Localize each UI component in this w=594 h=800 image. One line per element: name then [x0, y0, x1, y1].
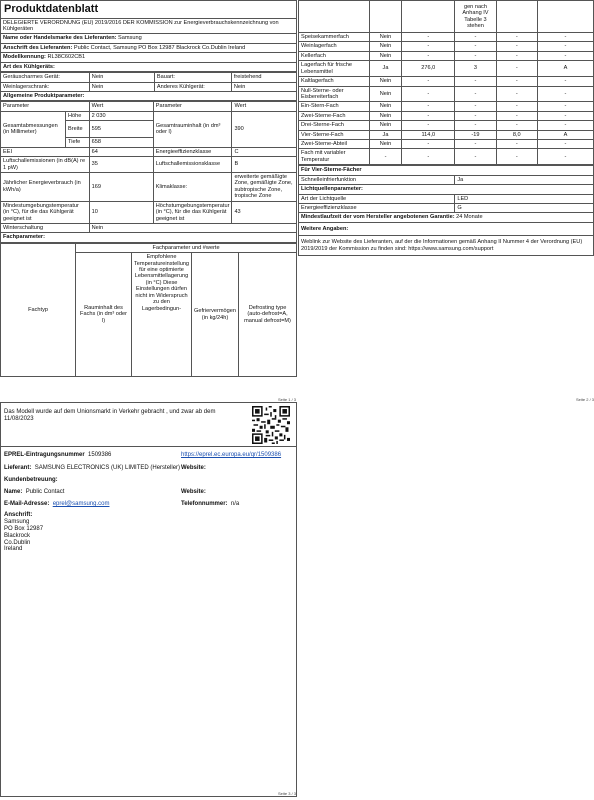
compartment-defrost: -: [537, 149, 593, 165]
param-row: [1, 201, 297, 223]
hoehe-label: Höhe: [66, 111, 90, 120]
hoehe-value: 2 030: [89, 111, 153, 120]
compartment-has: Ja: [369, 61, 401, 77]
compartment-has: Nein: [369, 111, 401, 120]
param-value: 35: [89, 157, 153, 173]
param-value: 64: [89, 147, 153, 156]
compartment-row: [299, 42, 594, 51]
param-name: Klimaklasse:: [153, 172, 232, 201]
device-value: Nein: [89, 73, 154, 82]
compartment-name: Ein-Stern-Fach: [299, 102, 370, 111]
compartment-freeze: -: [496, 111, 537, 120]
name-label: Name:: [4, 489, 23, 495]
compartment-volume: 114,0: [402, 130, 455, 139]
light-label: Lichtquellenparameter:: [299, 185, 594, 194]
device-value: Nein: [231, 82, 296, 91]
compartment-defrost: -: [537, 86, 593, 102]
compartment-volume: -: [402, 111, 455, 120]
device-value: Nein: [89, 82, 154, 91]
compartment-name: Weinlagerfach: [299, 42, 370, 51]
lieferant-row: [4, 465, 180, 472]
param-value: erweiterte gemäßigte Zone, gemäßigte Zone, subtropische Zone, tropische Zone: [232, 172, 297, 201]
compartment-has: Nein: [369, 121, 401, 130]
header-parameter: Parameter: [153, 102, 232, 111]
compartment-temp: -: [455, 111, 496, 120]
compartment-temp: -: [455, 51, 496, 60]
param-name: Jährlicher Energieverbrauch (in kWh/a): [1, 172, 90, 201]
model-row: [1, 53, 297, 62]
compartment-name: Lagerfach für frische Lebensmittel: [299, 61, 370, 77]
device-param: Geräuscharmes Gerät:: [1, 73, 90, 82]
param-name: Höchstumgebungstemperatur (in °C), für die das Kühlgerät geeignet ist: [153, 201, 232, 223]
compartment-defrost: -: [537, 51, 593, 60]
compartment-freeze: -: [496, 51, 537, 60]
compartment-volume: -: [402, 149, 455, 165]
compartment-name: Drei-Sterne-Fach: [299, 121, 370, 130]
compartment-freeze: -: [496, 149, 537, 165]
winter-value: Nein: [89, 223, 296, 232]
compartment-has: Nein: [369, 140, 401, 149]
compartment-defrost: -: [537, 102, 593, 111]
tiefe-label: Tiefe: [66, 138, 90, 147]
tel-label: Telefonnummer:: [181, 501, 228, 507]
compartment-has: Nein: [369, 51, 401, 60]
anschrift-line: Co.Dublin: [4, 539, 31, 546]
regulation-text: DELEGIERTE VERORDNUNG (EU) 2019/2016 DER KOMMISSION zur Energieverbrauchskennzeichnung von Kühlgeräten: [1, 18, 297, 34]
header-wert: Wert: [89, 102, 153, 111]
param-name: Mindestumgebungstemperatur (in °C), für die das Kühlgerät geeignet ist: [1, 201, 90, 223]
compartment-row: [299, 33, 594, 42]
compartment-name: Kellerfach: [299, 51, 370, 60]
compartment-temp: -: [455, 102, 496, 111]
param-row: [1, 147, 297, 156]
anschrift-line: Samsung: [4, 518, 30, 525]
header-parameter: Parameter: [1, 102, 90, 111]
page-1: [0, 0, 297, 377]
device-row: [1, 73, 297, 82]
guarantee-label: Mindestlaufzeit der vom Hersteller angebotenen Garantie:: [301, 214, 455, 221]
guarantee-value: 24 Monate: [456, 214, 483, 221]
param-name: EEI: [1, 147, 90, 156]
compartment-volume: -: [402, 51, 455, 60]
model-value: RL38C602CB1: [47, 54, 86, 61]
compartment-name: Zwei-Sterne-Fach: [299, 111, 370, 120]
winter-label: Winterschaltung: [1, 223, 90, 232]
anschrift-block: [4, 512, 43, 553]
compartment-temp: -: [455, 77, 496, 86]
compartment-freeze: -: [496, 33, 537, 42]
eprel-row: [4, 452, 111, 459]
name-row: [4, 489, 64, 496]
compartment-row: [299, 121, 594, 130]
gefrier-header: Gefriervermögen (in kg/24h): [192, 253, 239, 377]
rauminhalt-header: Rauminhalt des Fachs (in dm³ oder l): [76, 253, 132, 377]
compartment-defrost: -: [537, 33, 593, 42]
compartment-freeze: -: [496, 77, 537, 86]
eprel-link-row: [181, 452, 281, 459]
market-text: Das Modell wurde auf dem Unionsmarkt in Verkehr gebracht , und zwar ab dem 11/08/2023: [4, 409, 216, 422]
param-row: [1, 157, 297, 173]
volume-label: Gesamtrauminhalt (in dm³ oder l): [153, 111, 232, 147]
temp-header-continued: gen nach Anhang IV Tabelle 3 stehen: [455, 1, 496, 33]
compartment-volume: -: [402, 77, 455, 86]
compartment-temp: -: [455, 33, 496, 42]
param-value: 169: [89, 172, 153, 201]
breite-label: Breite: [66, 121, 90, 138]
compartment-freeze: -: [496, 140, 537, 149]
compartment-row: [299, 86, 594, 102]
compartment-freeze: -: [496, 86, 537, 102]
compartment-name: Fach mit variabler Temperatur: [299, 149, 370, 165]
compartment-defrost: A: [537, 61, 593, 77]
compartment-defrost: -: [537, 121, 593, 130]
compartment-freeze: -: [496, 102, 537, 111]
compartment-volume: -: [402, 140, 455, 149]
page-number-1: Seite 1 / 3: [278, 397, 297, 402]
type-label: Art des Kühlgeräts:: [1, 62, 297, 71]
compartment-defrost: -: [537, 111, 593, 120]
param-value: 43: [232, 201, 297, 223]
anschrift-line: Ireland: [4, 546, 23, 553]
compartment-row: [299, 149, 594, 165]
fach-group-header: Fachparameter und #werte: [76, 243, 297, 252]
eprel-label: EPREL-Eintragungsnummer: [4, 452, 85, 458]
fachtyp-header: Fachtyp: [1, 243, 76, 376]
param-name: Luftschallemissionsklasse: [153, 157, 232, 173]
param-value: C: [232, 147, 297, 156]
temp-header: Empfohlene Temperatureinstellung für eine optimierte Lebensmittellagerung (in °C) Diese Einstellungen dürfen nicht im Widerspruch zu den Lagerbedingun-: [132, 253, 192, 377]
params-header-row: [1, 102, 297, 111]
compartment-has: Ja: [369, 130, 401, 139]
compartment-has: Nein: [369, 77, 401, 86]
device-param: Weinlagerschrank:: [1, 82, 90, 91]
compartment-row: [299, 102, 594, 111]
compartment-volume: -: [402, 33, 455, 42]
address-row: [1, 43, 297, 52]
lieferant-label: Lieferant:: [4, 465, 32, 471]
compartment-temp: -: [455, 149, 496, 165]
qr-code-icon[interactable]: [252, 406, 290, 444]
compartment-name: Speisekammerfach: [299, 33, 370, 42]
address-value: Public Contact, Samsung PO Box 12987 Blackrock Co.Dublin Ireland: [73, 44, 246, 51]
compartment-defrost: A: [537, 130, 593, 139]
winter-row: [1, 223, 297, 232]
lieferant-value: SAMSUNG ELECTRONICS (UK) LIMITED (Hersteller): [34, 465, 181, 471]
compartment-name: Kaltlagerfach: [299, 77, 370, 86]
compartment-temp: -: [455, 140, 496, 149]
website-row: [181, 465, 206, 472]
light-param: Energieeffizienzklasse: [299, 204, 455, 213]
compartment-row: [299, 77, 594, 86]
compartment-defrost: -: [537, 42, 593, 51]
anschrift-line: Blackrock: [4, 532, 31, 539]
compartment-volume: 276,0: [402, 61, 455, 77]
compartment-freeze: -: [496, 61, 537, 77]
email-link[interactable]: eprel@samsung.com: [52, 501, 110, 507]
kunden-row: [4, 477, 58, 484]
tel-value: n/a: [230, 501, 240, 507]
website2-row: [181, 489, 206, 496]
guarantee-row: [299, 213, 594, 222]
param-name: Luftschallemissionen (in dB(A) re 1 pW): [1, 157, 90, 173]
compartment-temp: -19: [455, 130, 496, 139]
compartment-row: [299, 140, 594, 149]
supplier-row: [1, 34, 297, 43]
fach-label: Fachparameter:: [1, 233, 297, 242]
anschrift-label: Anschrift:: [4, 512, 33, 518]
dims-label: Gesamtabmessungen (in Millimeter): [1, 111, 66, 147]
fach-header-table: [0, 243, 297, 377]
compartment-name: Zwei-Sterne-Abteil: [299, 140, 370, 149]
device-param: Bauart:: [154, 73, 231, 82]
compartment-freeze: -: [496, 42, 537, 51]
kunden-label: Kundenbetreuung:: [4, 477, 58, 483]
compartment-volume: -: [402, 86, 455, 102]
device-value: freistehend: [231, 73, 296, 82]
website-label: Website:: [181, 465, 206, 471]
compartment-has: Nein: [369, 42, 401, 51]
eprel-link[interactable]: https://eprel.ec.europa.eu/qr/1509386: [181, 452, 282, 458]
address-label: Anschrift des Lieferanten:: [3, 44, 73, 51]
compartment-has: Nein: [369, 102, 401, 111]
compartment-temp: -: [455, 42, 496, 51]
compartment-defrost: -: [537, 140, 593, 149]
param-name: Energieeffizienzklasse: [153, 147, 232, 156]
compartment-has: -: [369, 149, 401, 165]
tiefe-value: 658: [89, 138, 153, 147]
quickfreeze-label: Schnelleinfrierfunktion: [299, 175, 455, 184]
compartment-freeze: 8,0: [496, 130, 537, 139]
compartment-has: Nein: [369, 86, 401, 102]
page-3: [0, 402, 297, 797]
header-table: [0, 0, 297, 72]
divider: [0, 446, 297, 447]
email-label: E-Mail-Adresse:: [4, 501, 50, 507]
four-star-label: Für Vier-Sterne-Fächer: [299, 166, 594, 175]
device-table: [0, 72, 297, 101]
params-table: [0, 101, 297, 242]
compartment-table: [298, 0, 594, 165]
volume-value: 390: [232, 111, 297, 147]
compartment-volume: -: [402, 102, 455, 111]
compartment-row: [299, 130, 594, 139]
extra-table: [298, 165, 594, 256]
further-label: Weitere Angaben:: [299, 222, 594, 235]
page-2: [298, 0, 594, 256]
further-text: Weblink zur Website des Lieferanten, auf der die Informationen gemäß Anhang II Nummer 4 der Verordnung (EU) 2019/2019 der Kommission zu finden sind: https://www.samsung.com/support: [299, 236, 594, 256]
compartment-freeze: -: [496, 121, 537, 130]
compartment-name: Null-Sterne- oder Eisbereiterfach: [299, 86, 370, 102]
light-value: G: [455, 204, 594, 213]
device-param: Anderes Kühlgerät:: [154, 82, 231, 91]
tel-row: [181, 501, 239, 508]
general-params-label: Allgemeine Produktparameter:: [1, 92, 297, 101]
compartment-volume: -: [402, 121, 455, 130]
compartment-has: Nein: [369, 33, 401, 42]
anschrift-line: PO Box 12987: [4, 525, 44, 532]
website2-label: Website:: [181, 489, 206, 495]
compartment-temp: -: [455, 121, 496, 130]
compartment-temp: -: [455, 86, 496, 102]
page-number-2: Seite 2 / 3: [576, 397, 594, 402]
eprel-value: 1509386: [88, 452, 112, 458]
param-value: B: [232, 157, 297, 173]
device-row: [1, 82, 297, 91]
page-title: Produktdatenblatt: [1, 1, 297, 19]
compartment-volume: -: [402, 42, 455, 51]
compartment-row: [299, 111, 594, 120]
light-value: LED: [455, 194, 594, 203]
compartment-row: [299, 51, 594, 60]
compartment-name: Vier-Sterne-Fach: [299, 130, 370, 139]
defrost-header: Defrosting type (auto-defrost=A, manual defrost=M): [239, 253, 297, 377]
header-wert: Wert: [232, 102, 297, 111]
email-row: [4, 501, 109, 508]
supplier-label: Name oder Handelsmarke des Lieferanten:: [3, 35, 117, 42]
model-label: Modellkennung:: [3, 54, 46, 61]
supplier-value: Samsung: [118, 35, 142, 42]
name-value: Public Contact: [25, 489, 65, 495]
quickfreeze-value: Ja: [455, 175, 594, 184]
compartment-temp: 3: [455, 61, 496, 77]
breite-value: 595: [89, 121, 153, 138]
compartment-row: [299, 61, 594, 77]
compartment-defrost: -: [537, 77, 593, 86]
page-number-3: Seite 3 / 3: [278, 791, 297, 796]
light-param: Art der Lichtquelle: [299, 194, 455, 203]
param-value: 10: [89, 201, 153, 223]
param-row: [1, 172, 297, 201]
